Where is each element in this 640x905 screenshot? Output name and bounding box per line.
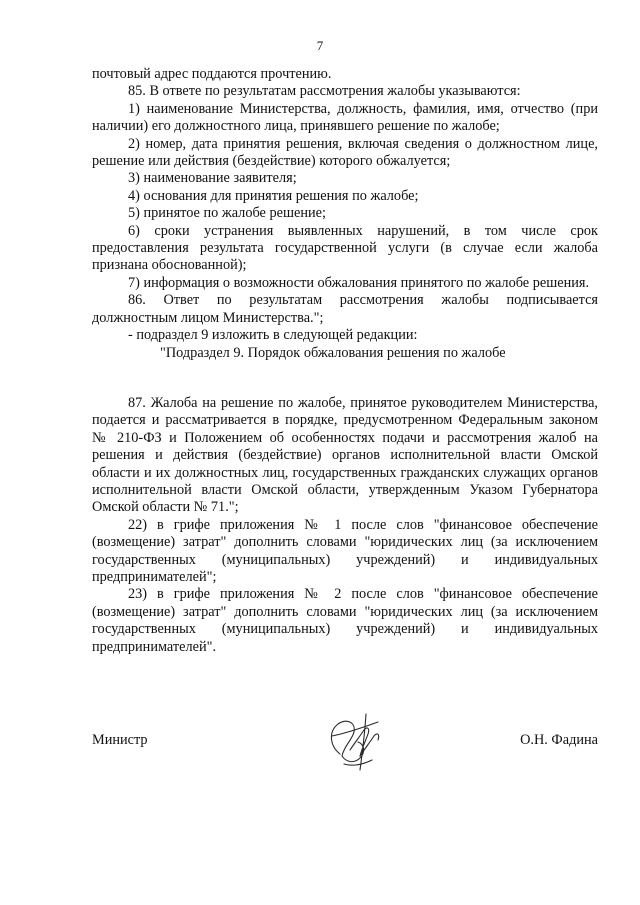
amendment-22: 22) в грифе приложения № 1 после слов "финансовое обеспечение (возмещение) затрат" дополнить словами "юридических лиц (за исключением государственных (муниципальных) учреждений) и индивидуальных предпринимателей"; — [92, 516, 598, 585]
list-item-3: 3) наименование заявителя; — [128, 170, 297, 187]
amendment-subsection-9: - подраздел 9 изложить в следующей редакции: — [128, 327, 418, 344]
list-item-5: 5) принятое по жалобе решение; — [128, 205, 326, 222]
paragraph-86: 86. Ответ по результатам рассмотрения жалобы подписывается должностным лицом Министерства."; — [92, 292, 598, 326]
list-item-7: 7) информация о возможности обжалования принятого по жалобе решения. — [128, 274, 590, 291]
page-number: 7 — [316, 38, 324, 53]
spacer — [92, 362, 598, 395]
signatory-title: Министр — [92, 732, 148, 748]
paragraph-87: 87. Жалоба на решение по жалобе, принятое руководителем Министерства, подается и рассматривается в порядке, предусмотренном Федеральным законом № 210-ФЗ и Положением об особенностях подачи и рассмотрения жалоб на решения и действия (бездействие) органов исполнительной власти Омской области и их должностных лиц, государственных гражданских служащих органов исполнительной власти Омской области, утвержденным Указом Губернатора Омской области № 71."; — [92, 394, 598, 516]
list-item-2: 2) номер, дата принятия решения, включая сведения о должностном лице, решение или действия (бездействие) которого обжалуется; — [92, 135, 598, 170]
document-body — [92, 66, 598, 656]
list-item-6: 6) сроки устранения выявленных нарушений, в том числе срок предоставления результата государственной услуги (в случае если жалоба признана обоснованной); — [92, 222, 598, 274]
paragraph-continuation: почтовый адрес поддаются прочтению. — [92, 66, 332, 82]
list-item-1: 1) наименование Министерства, должность, фамилия, имя, отчество (при наличии) его должностного лица, принявшего решение по жалобе; — [92, 100, 598, 135]
subsection-heading: "Подраздел 9. Порядок обжалования решения по жалобе — [160, 344, 506, 361]
list-item-4: 4) основания для принятия решения по жалобе; — [128, 187, 419, 204]
paragraph-85: 85. В ответе по результатам рассмотрения жалобы указываются: — [128, 83, 521, 100]
signatory-name: О.Н. Фадина — [520, 732, 598, 748]
handwritten-signature — [320, 706, 390, 774]
amendment-23: 23) в грифе приложения № 2 после слов "финансовое обеспечение (возмещение) затрат" дополнить словами "юридических лиц (за исключением государственных (муниципальных) учреждений) и индивидуальных предпринимателей". — [92, 586, 598, 655]
signature-block — [92, 706, 598, 776]
